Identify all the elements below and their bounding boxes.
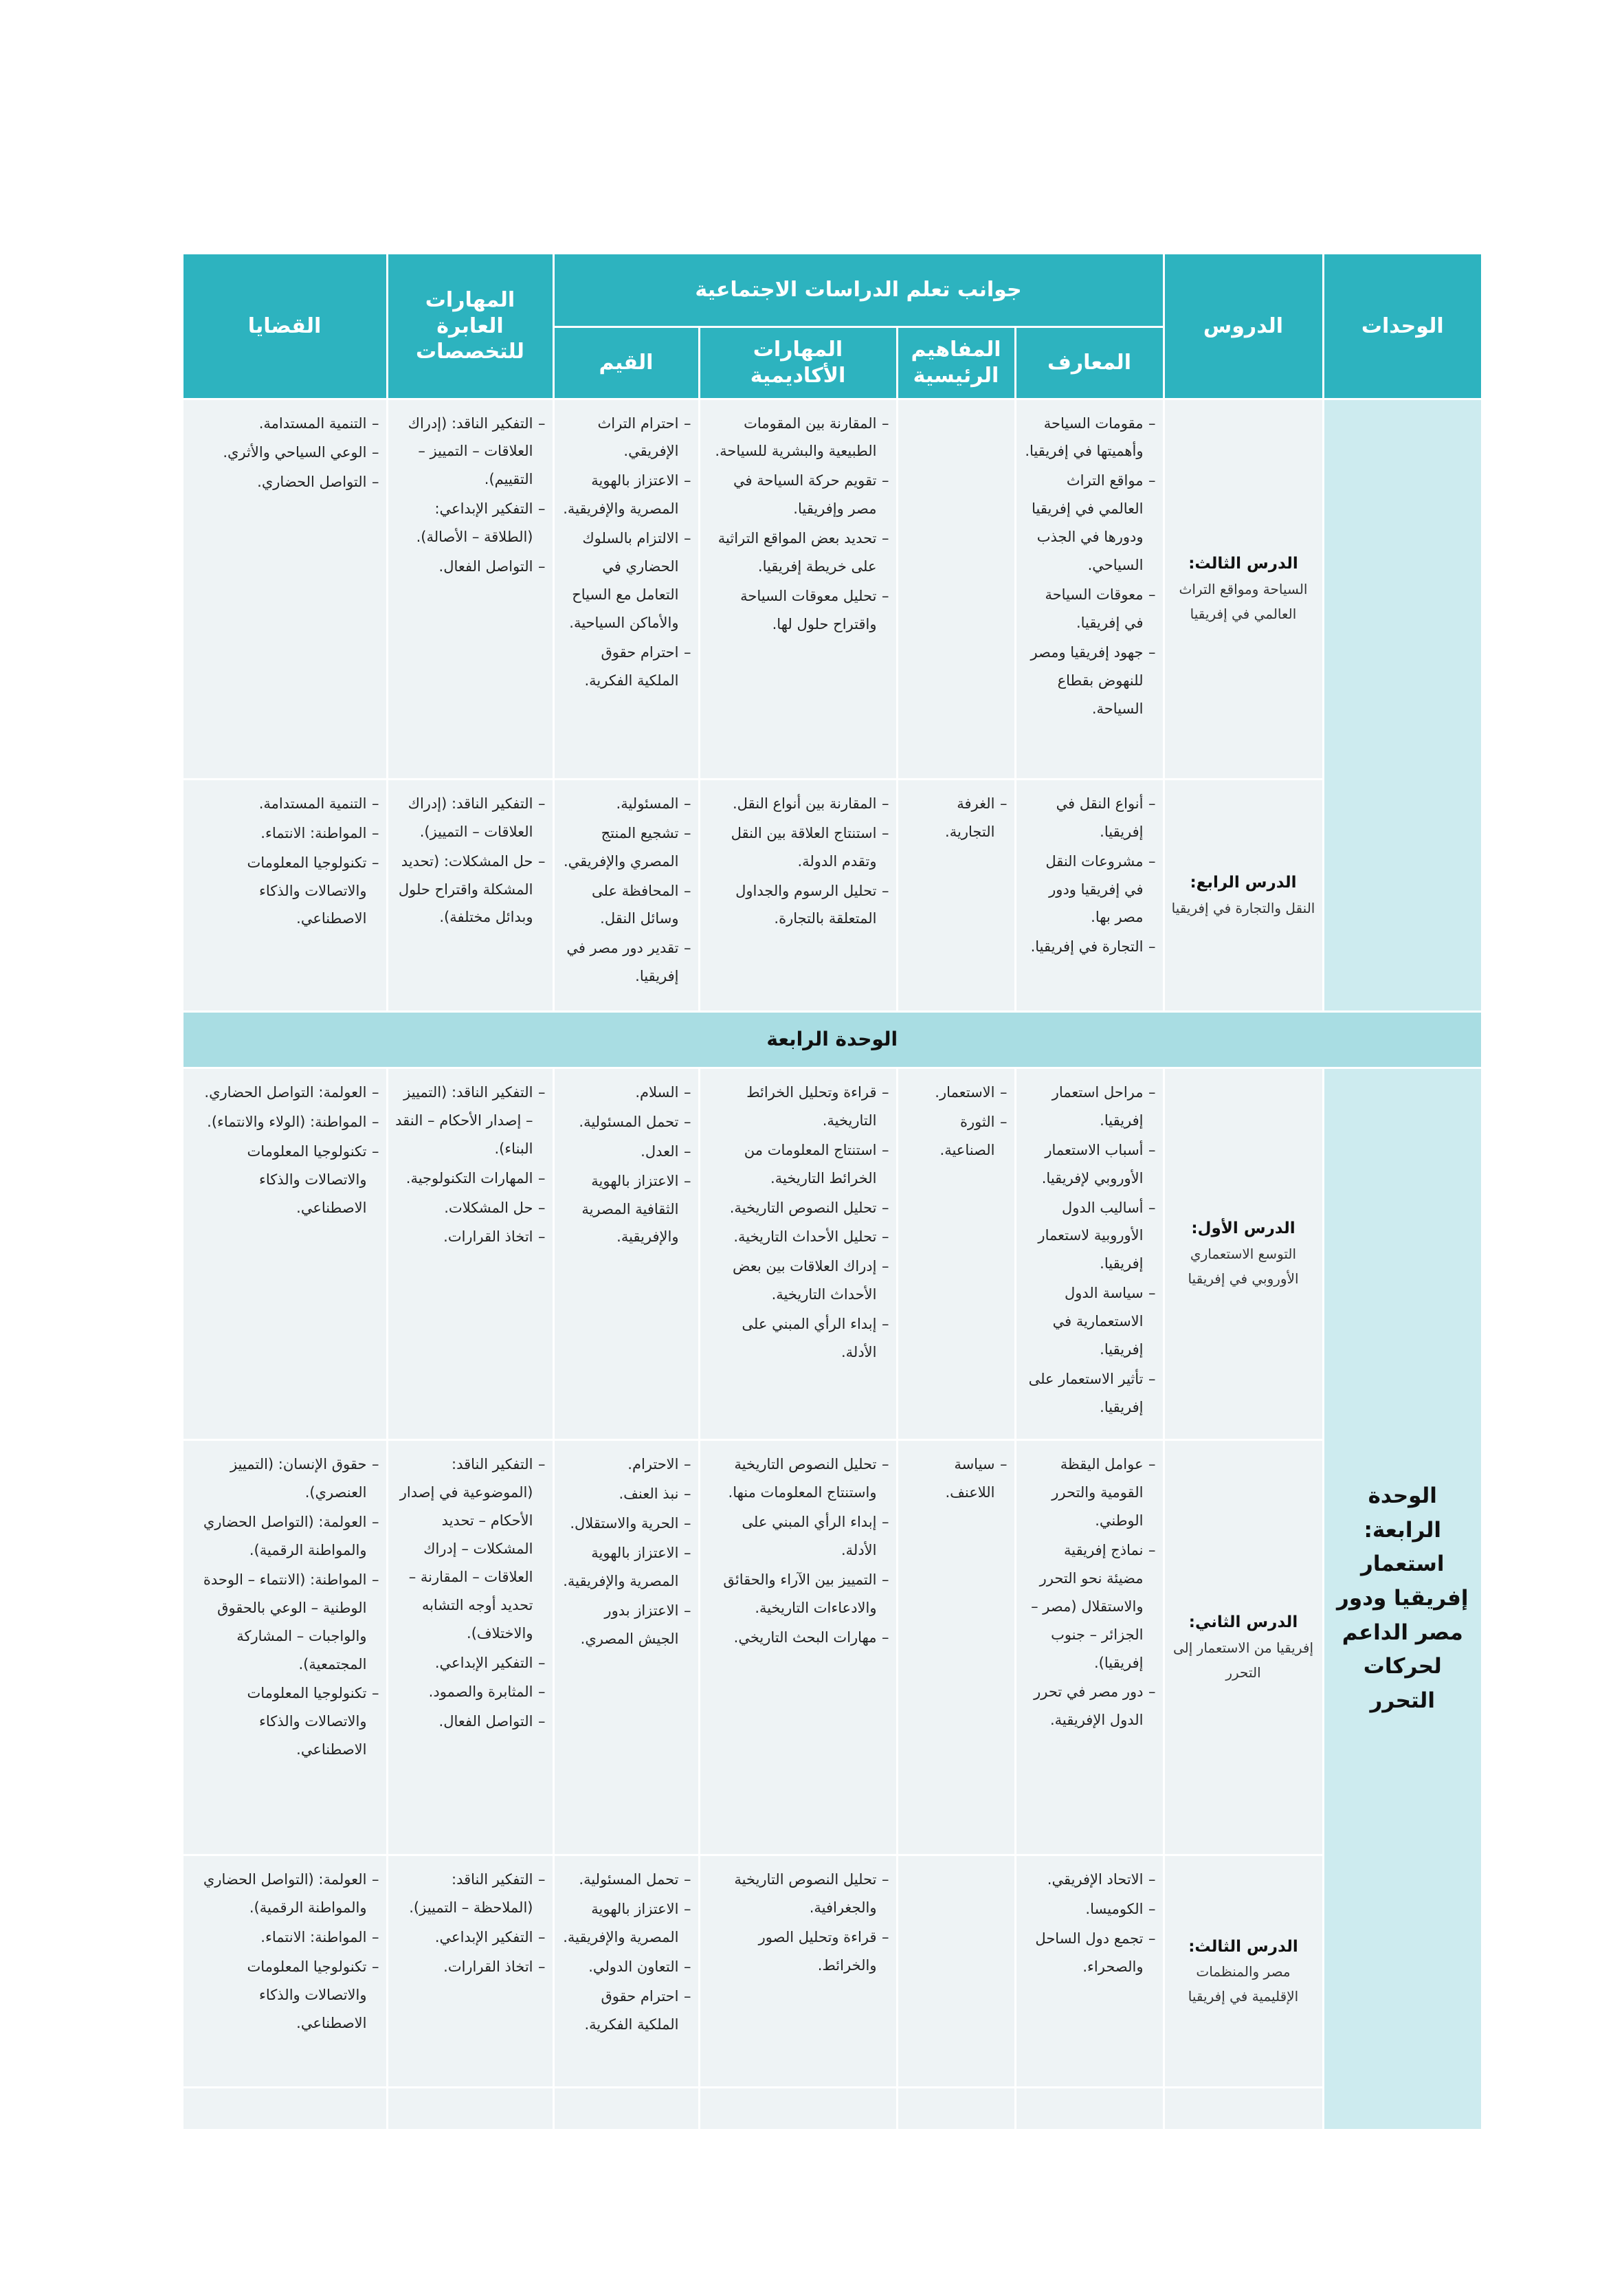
item-list [190,1866,375,2038]
lesson-name: مصر والمنظمات الإقليمية في إفريقيا [1188,1963,1299,2005]
header-learning-aspects: جوانب تعلم الدراسات الاجتماعية [553,254,1164,327]
header-academic-skills: المهارات الأكاديمية [699,327,897,399]
list-item: – أسباب الاستعمار الأوروبي لإفريقيا. [1023,1136,1152,1193]
lesson-cell [1164,1855,1323,2088]
list-item: – التفكير الإبداعي. [395,1649,542,1677]
issues-cell [182,1068,387,1439]
table-row [182,399,1481,779]
skills-cell [699,1855,897,2088]
list-item: – التفكير الناقد: (الموضوعية في إصدار الأحكام – تحديد المشكلات – إدراك العلاقات – المقارنة – تحديد أوجه التشابه والاختلاف). [395,1450,542,1648]
list-item: – المهارات التكنولوجية. [395,1164,542,1193]
list-item: – التفكير الناقد: (التمييز – إصدار الأحكام – النقد البناء). [395,1079,542,1163]
list-item: – تكنولوجيا المعلومات والاتصالات والذكاء الاصطناعي. [190,1679,375,1764]
issues-cell [182,399,387,779]
item-list [395,1866,542,1981]
values-cell [553,779,699,1011]
list-item: – الغرفة التجارية. [905,790,1003,846]
list-item: – مواقع التراث العالمي في إفريقيا ودورها في الجذب السياحي. [1023,467,1152,579]
list-item: – التنمية المستدامة. [190,410,375,438]
table-row [182,779,1481,1011]
list-item: – تحليل النصوص التاريخية واستنتاج المعلومات منها. [707,1450,885,1507]
list-item: – العولمة: التواصل الحضاري. [190,1079,375,1107]
list-item: – حقوق الإنسان: (التمييز العنصري). [190,1450,375,1507]
knowledge-cell [1015,1068,1164,1439]
table-row-empty [182,2088,1481,2130]
list-item: – نماذج إفريقية مضيئة نحو التحرر والاستقلال (مصر – الجزائر – جنوب إفريقيا). [1023,1536,1152,1677]
list-item: – عوامل اليقظة القومية والتحرر الوطني. [1023,1450,1152,1535]
list-item: – العدل. [561,1138,687,1166]
list-item: – جهود إفريقيا ومصر للنهوض بقطاع السياحة. [1023,639,1152,723]
list-item: – الاستعمار. [905,1079,1003,1107]
knowledge-cell [1015,1855,1164,2088]
list-item: – الاعتزاز بالهوية المصرية والإفريقية. [561,1539,687,1596]
list-item: – تقدير دور مصر في إفريقيا. [561,934,687,991]
list-item: – تحليل الرسوم والجداول المتعلقة بالتجارة. [707,877,885,934]
header-concepts: المفاهيم الرئيسية [897,327,1015,399]
list-item: – المقارنة بين أنواع النقل. [707,790,885,818]
list-item: – الوعي السياحي والأثري. [190,439,375,467]
list-item: – التعاون الدولي. [561,1953,687,1981]
list-item: – اتخاذ القرارات. [395,1223,542,1251]
unit-cell-previous [1323,399,1481,1011]
list-item: – حل المشكلات. [395,1194,542,1222]
lesson-name: التوسع الاستعماري الأوروبي في إفريقيا [1188,1246,1299,1288]
list-item: – تحليل النصوص التاريخية والجغرافية. [707,1866,885,1922]
list-item: – تكنولوجيا المعلومات والاتصالات والذكاء الاصطناعي. [190,1138,375,1222]
list-item: – السلام. [561,1079,687,1107]
list-item: – مشروعات النقل في إفريقيا ودور مصر بها. [1023,848,1152,932]
values-cell [553,1439,699,1855]
list-item: – قراءة وتحليل الخرائط التاريخية. [707,1079,885,1135]
list-item: – التواصل الفعال. [395,1708,542,1736]
list-item: – التفكير الناقد: (الملاحظة – التمييز). [395,1866,542,1922]
item-list [190,790,375,934]
lesson-name: السياحة ومواقع التراث العالمي في إفريقيا [1179,581,1308,623]
header-issues: القضايا [182,254,387,399]
knowledge-cell [1015,1439,1164,1855]
issues-cell [182,1439,387,1855]
list-item: – إدراك العلاقات بين بعض الأحداث التاريخية. [707,1252,885,1309]
item-list [707,790,885,934]
list-item: – مراحل استعمار إفريقيا. [1023,1079,1152,1135]
curriculum-table-wrapper [182,254,1481,2131]
list-item: – تحليل النصوص التاريخية. [707,1194,885,1222]
list-item: – المحافظة على وسائل النقل. [561,877,687,934]
item-list [395,1079,542,1252]
lesson-number: الدرس الثالث: [1188,1937,1298,1956]
lesson-cell [1164,779,1323,1011]
empty-cell [897,2088,1015,2130]
item-list [190,410,375,497]
empty-cell [182,2088,387,2130]
list-item: – تحليل الأحداث التاريخية. [707,1223,885,1251]
list-item: – الاعتزاز بالهوية المصرية والإفريقية. [561,467,687,523]
cross-skills-cell [387,1855,553,2088]
lesson-number: الدرس الثاني: [1188,1613,1298,1632]
item-list [707,1079,885,1367]
list-item: – أساليب الدول الأوروبية لاستعمار إفريقيا. [1023,1194,1152,1279]
header-cross-skills: المهارات العابرة للتخصصات [387,254,553,399]
list-item: – المقارنة بين المقومات الطبيعية والبشرية للسياحة. [707,410,885,466]
list-item: – احترام حقوق الملكية الفكرية. [561,1983,687,2039]
item-list [1023,1866,1152,1981]
empty-cell [1015,2088,1164,2130]
concepts-cell [897,1068,1015,1439]
list-item: – المواطنة: (الانتماء – الوحدة الوطنية – الوعي بالحقوق والواجبات – المشاركة المجتمعية). [190,1566,375,1679]
list-item: – تكنولوجيا المعلومات والاتصالات والذكاء الاصطناعي. [190,849,375,934]
list-item: – مهارات البحث التاريخي. [707,1624,885,1652]
list-item: – التفكير الإبداعي: (الطلاقة – الأصالة). [395,495,542,551]
list-item: – الاحترام. [561,1450,687,1479]
lesson-number: الدرس الرابع: [1190,873,1297,892]
item-list [905,1450,1003,1507]
concepts-cell [897,1855,1015,2088]
item-list [395,790,542,932]
list-item: – مقومات السياحة وأهميتها في إفريقيا. [1023,410,1152,466]
lesson-cell [1164,1068,1323,1439]
cross-skills-cell [387,1439,553,1855]
list-item: – الاعتزاز بالهوية الثقافية المصرية والإفريقية. [561,1167,687,1252]
item-list [561,1079,687,1252]
list-item: – احترام حقوق الملكية الفكرية. [561,639,687,695]
cross-skills-cell [387,399,553,779]
list-item: – تحمل المسئولية. [561,1866,687,1894]
list-item: – سياسة اللاعنف. [905,1450,1003,1507]
list-item: – تأثير الاستعمار على إفريقيا. [1023,1365,1152,1422]
skills-cell [699,779,897,1011]
list-item: – التمييز بين الآراء والحقائق والادعاءات التاريخية. [707,1566,885,1622]
issues-cell [182,779,387,1011]
skills-cell [699,1439,897,1855]
empty-cell [387,2088,553,2130]
values-cell [553,1855,699,2088]
table-row [182,1855,1481,2088]
item-list [905,790,1003,846]
list-item: – نبذ العنف. [561,1480,687,1508]
list-item: – الالتزام بالسلوك الحضاري في التعامل مع السياح والأماكن السياحية. [561,525,687,637]
lesson-cell [1164,399,1323,779]
curriculum-table [181,254,1482,2131]
list-item: – التواصل الحضاري. [190,468,375,496]
section-title: الوحدة الرابعة [182,1011,1481,1068]
item-list [395,410,542,582]
header-values: القيم [553,327,699,399]
empty-cell [553,2088,699,2130]
list-item: – الكوميسا. [1023,1895,1152,1923]
list-item: – المثابرة والصمود. [395,1678,542,1706]
header-lessons: الدروس [1164,254,1323,399]
list-item: – احترام التراث الإفريقي. [561,410,687,466]
list-item: – التفكير الناقد: (إدراك العلاقات – التمييز). [395,790,542,846]
list-item: – الاعتزاز بدور الجيش المصري. [561,1597,687,1653]
item-list [707,1450,885,1652]
list-item: – إبداء الرأي المبني على الأدلة. [707,1310,885,1367]
list-item: – تجمع دول الساحل والصحراء. [1023,1925,1152,1981]
empty-cell [1164,2088,1323,2130]
list-item: – حل المشكلات: (تحديد المشكلة واقتراح حلول وبدائل مختلفة). [395,848,542,932]
lesson-name: النقل والتجارة في إفريقيا [1171,899,1315,916]
knowledge-cell [1015,399,1164,779]
item-list [190,1079,375,1222]
list-item: – المواطنة: الانتماء. [190,819,375,848]
list-item: – التنمية المستدامة. [190,790,375,818]
item-list [561,1866,687,2039]
list-item: – تشجيع المنتج المصري والإفريقي. [561,819,687,876]
list-item: – الحرية والاستقلال. [561,1510,687,1538]
item-list [190,1450,375,1764]
header-units: الوحدات [1323,254,1481,399]
item-list [1023,1079,1152,1422]
list-item: – سياسة الدول الاستعمارية في إفريقيا. [1023,1279,1152,1364]
list-item: – استنتاج المعلومات من الخرائط التاريخية. [707,1136,885,1193]
list-item: – الثورة الصناعية. [905,1108,1003,1164]
list-item: – المواطنة: (الولاء والانتماء). [190,1108,375,1136]
values-cell [553,1068,699,1439]
list-item: – العولمة: (التواصل الحضاري والمواطنة الرقمية). [190,1866,375,1922]
lesson-name: إفريقيا من الاستعمار إلى التحرر [1172,1640,1313,1681]
table-row [182,1439,1481,1855]
values-cell [553,399,699,779]
list-item: – التواصل الفعال. [395,553,542,581]
section-header-row [182,1011,1481,1068]
issues-cell [182,1855,387,2088]
list-item: – التفكير الناقد: (إدراك العلاقات – التمييز – التقييم). [395,410,542,494]
empty-cell [699,2088,897,2130]
lesson-cell [1164,1439,1323,1855]
list-item: – المسئولية. [561,790,687,818]
concepts-cell [897,779,1015,1011]
list-item: – تحديد بعض المواقع التراثية على خريطة إفريقيا. [707,525,885,581]
unit-title: الوحدة الرابعة: استعمار إفريقيا ودور مصر الداعم لحركات التحرر [1336,1483,1469,1713]
list-item: – الاتحاد الإفريقي. [1023,1866,1152,1894]
item-list [561,790,687,991]
header-knowledge: المعارف [1015,327,1164,399]
list-item: – استنتاج العلاقة بين النقل وتقدم الدولة. [707,819,885,876]
cross-skills-cell [387,779,553,1011]
item-list [707,1866,885,1980]
lesson-number: الدرس الأول: [1191,1219,1295,1238]
table-row [182,1068,1481,1439]
item-list [395,1450,542,1736]
list-item: – المواطنة: الانتماء. [190,1923,375,1952]
item-list [1023,1450,1152,1734]
skills-cell [699,399,897,779]
concepts-cell [897,1439,1015,1855]
list-item: – قراءة وتحليل الصور والخرائط. [707,1923,885,1980]
list-item: – العولمة: (التواصل الحضاري والمواطنة الرقمية). [190,1508,375,1565]
cross-skills-cell [387,1068,553,1439]
knowledge-cell [1015,779,1164,1011]
list-item: – تقويم حركة السياحة في مصر وإفريقيا. [707,467,885,523]
list-item: – تكنولوجيا المعلومات والاتصالات والذكاء الاصطناعي. [190,1953,375,2038]
list-item: – التجارة في إفريقيا. [1023,933,1152,961]
item-list [561,410,687,695]
list-item: – أنواع النقل في إفريقيا. [1023,790,1152,846]
unit-cell [1323,1068,1481,2130]
skills-cell [699,1068,897,1439]
lesson-number: الدرس الثالث: [1188,555,1298,573]
item-list [707,410,885,639]
list-item: – إبداء الرأي المبني على الأدلة. [707,1508,885,1565]
list-item: – دور مصر في تحرر الدول الإفريقية. [1023,1678,1152,1734]
item-list [905,1079,1003,1164]
list-item: – معوقات السياحة في إفريقيا. [1023,581,1152,637]
list-item: – الاعتزاز بالهوية المصرية والإفريقية. [561,1895,687,1952]
list-item: – تحمل المسئولية. [561,1108,687,1136]
item-list [1023,410,1152,723]
list-item: – اتخاذ القرارات. [395,1953,542,1981]
list-item: – تحليل معوقات السياحة واقتراح حلول لها. [707,582,885,639]
item-list [561,1450,687,1653]
item-list [1023,790,1152,962]
list-item: – التفكير الإبداعي. [395,1923,542,1952]
concepts-cell [897,399,1015,779]
